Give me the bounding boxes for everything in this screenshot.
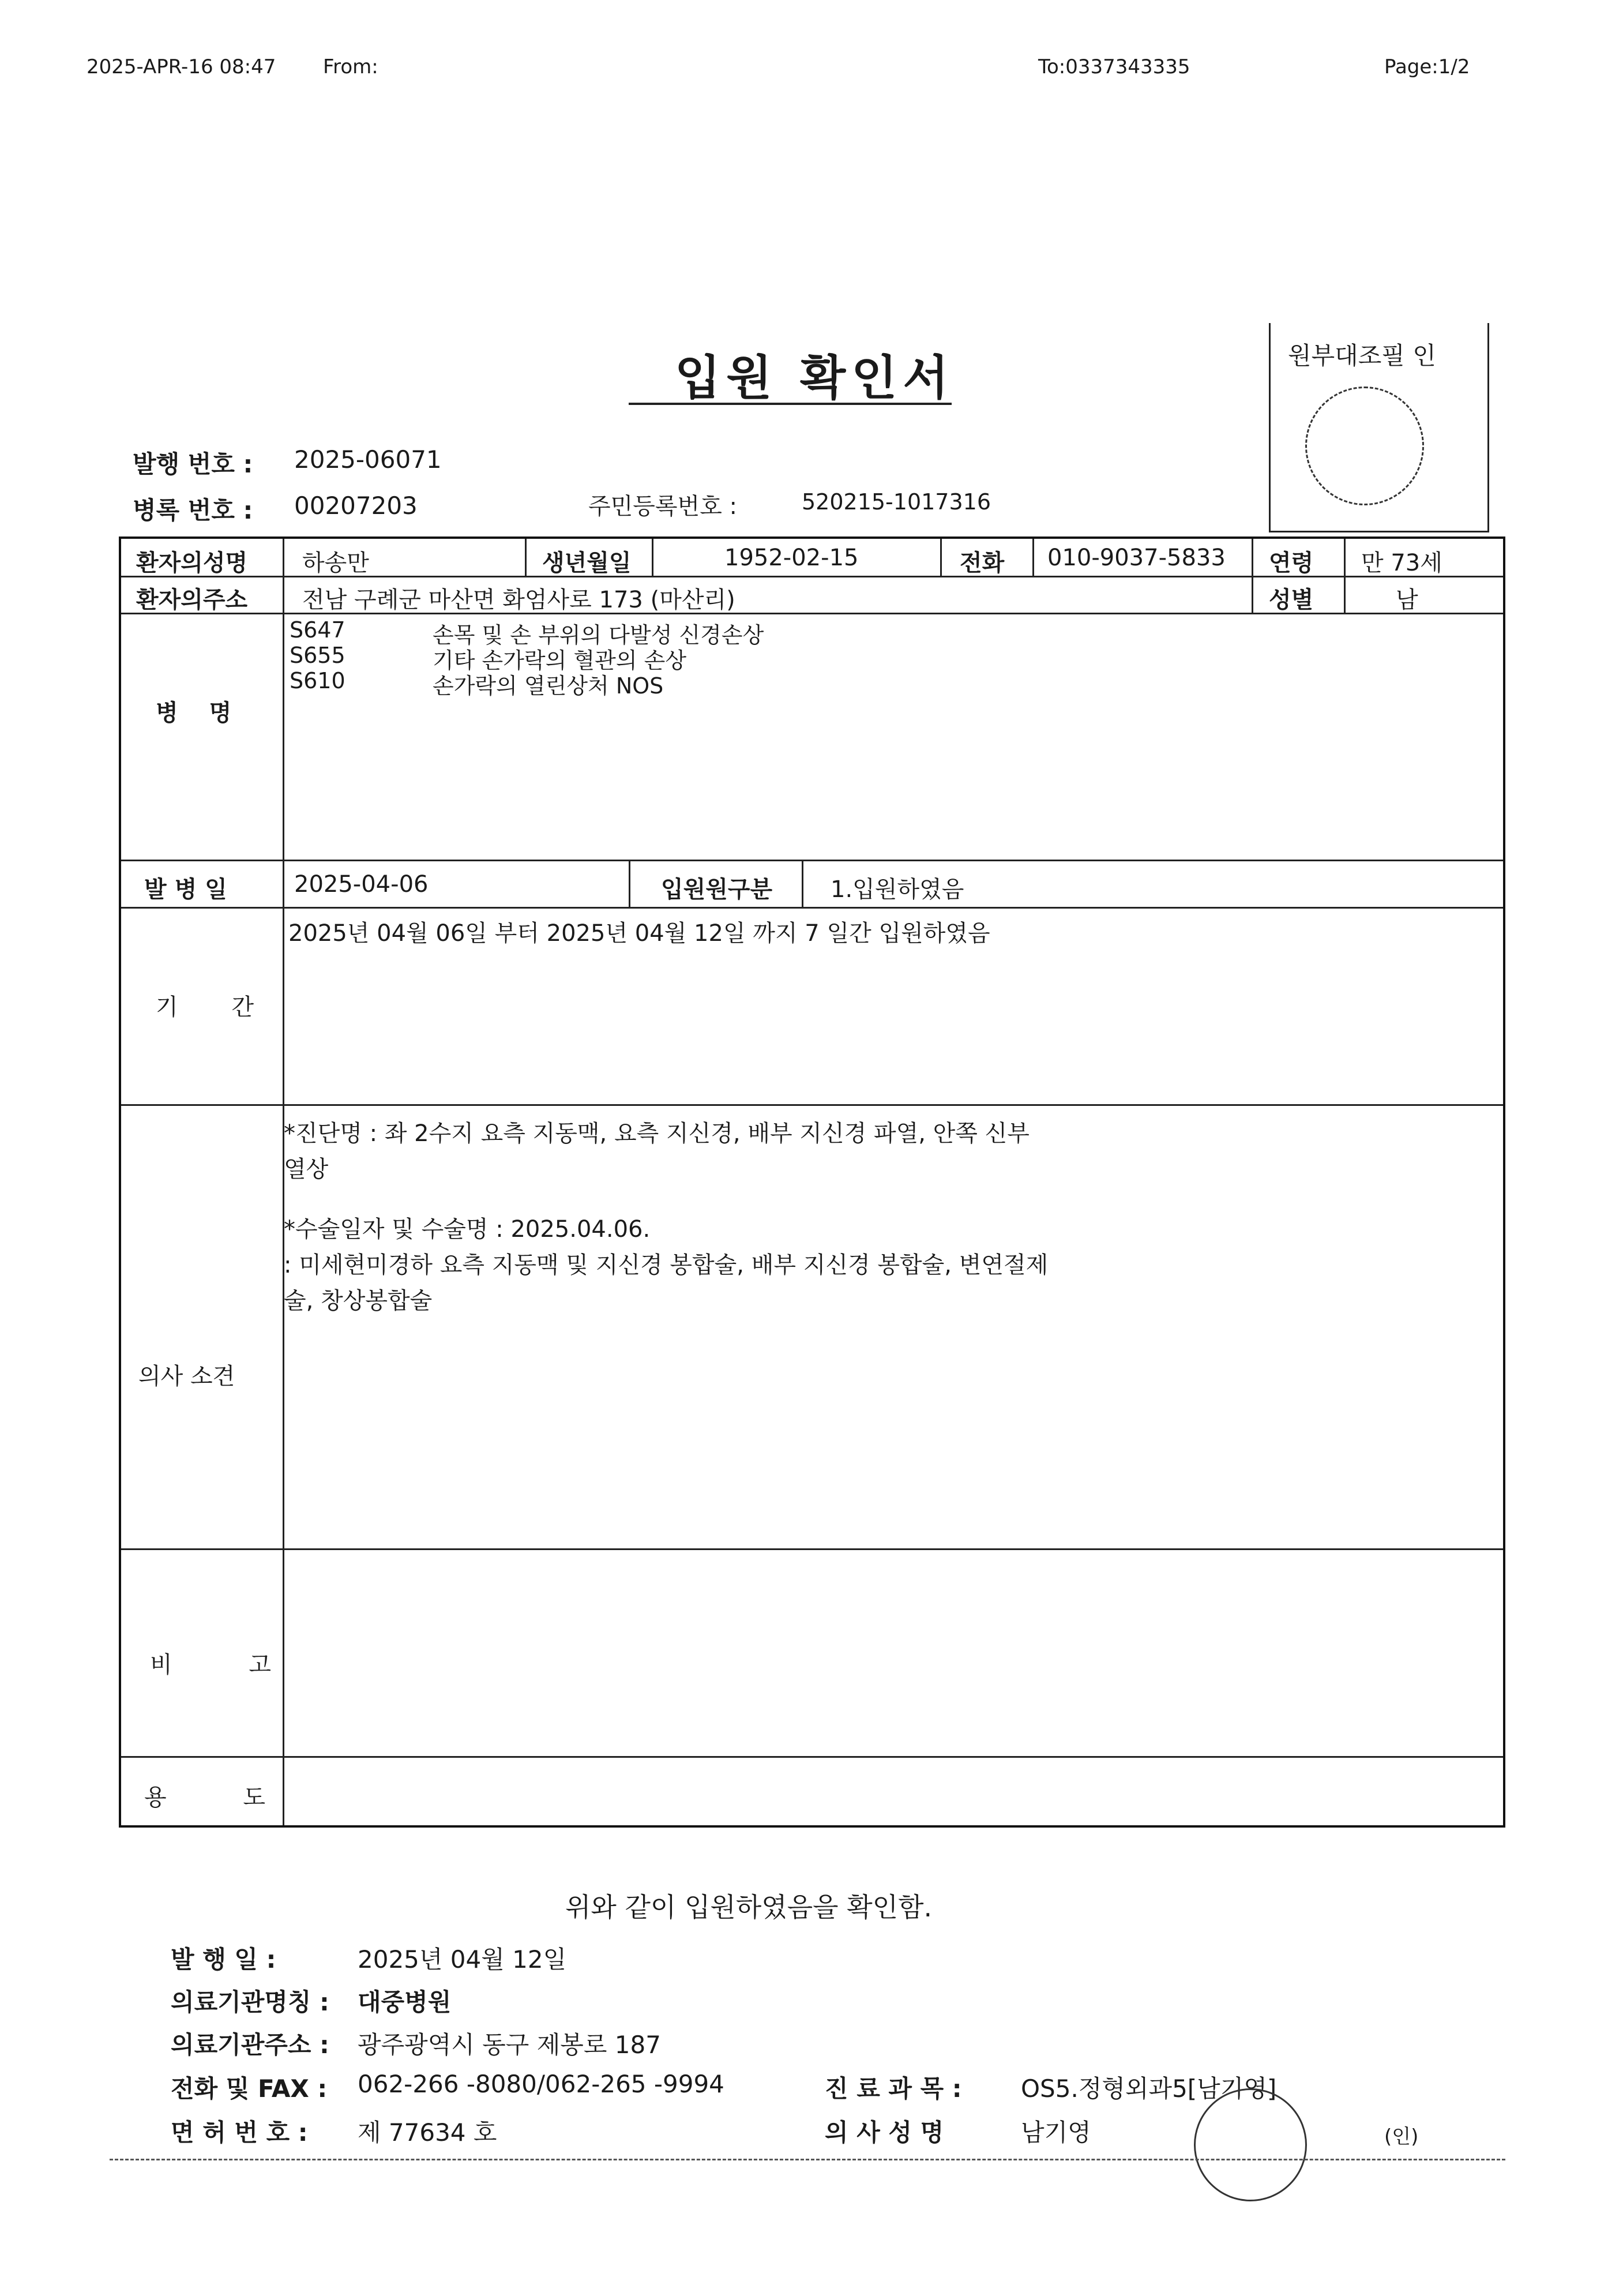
dob-label: 생년월일 — [542, 550, 632, 576]
period-text: 2025년 04월 06일 부터 2025년 04월 12일 까지 7 일간 입원하였음 — [288, 920, 990, 947]
sex-label: 성별 — [1269, 587, 1314, 613]
purpose-label: 용 도 — [144, 1784, 300, 1811]
department-label: 진 료 과 목 : — [825, 2074, 962, 2103]
issue-date-label: 발 행 일 : — [171, 1945, 276, 1974]
diagnosis-code: S610 — [290, 668, 345, 693]
diagnosis-code: S655 — [290, 643, 345, 668]
issue-number-label: 발행 번호 : — [133, 450, 253, 478]
institution-address: 광주광역시 동구 제봉로 187 — [358, 2031, 661, 2059]
tel-fax-label: 전화 및 FAX : — [171, 2074, 328, 2103]
department: OS5.정형외과5[남기영] — [1021, 2074, 1277, 2103]
diagnosis-label: 병 명 — [156, 700, 243, 726]
row1-divider — [525, 539, 527, 576]
rule — [121, 907, 1503, 909]
rule — [121, 1548, 1503, 1550]
rule — [121, 860, 1503, 861]
diagnosis-desc: 손목 및 손 부위의 다발성 신경손상 — [433, 622, 764, 648]
confirm-statement: 위와 같이 입원하였음을 확인함. — [565, 1892, 933, 1923]
admission-form — [119, 537, 1505, 1828]
resident-id: 520215-1017316 — [802, 489, 991, 515]
doctor-seal — [1194, 2088, 1307, 2201]
row1-divider — [652, 539, 653, 576]
admission-type-label: 입원원구분 — [661, 876, 773, 903]
footer-rule — [110, 2159, 1505, 2160]
row1-divider — [1032, 539, 1034, 576]
opinion-line: *진단명 : 좌 2수지 요측 지동맥, 요측 지신경, 배부 지신경 파열, 안쪽 신부 — [284, 1120, 1030, 1147]
diagnosis-desc: 기타 손가락의 혈관의 손상 — [433, 648, 687, 673]
record-number-label: 병록 번호 : — [133, 496, 253, 524]
remarks-label: 비 고 — [150, 1652, 306, 1678]
onset-label: 발 병 일 — [144, 876, 227, 903]
fax-datetime: 2025-APR-16 08:47 — [87, 55, 276, 78]
address: 전남 구례군 마산면 화엄사로 173 (마산리) — [302, 587, 735, 613]
record-number: 00207203 — [294, 492, 418, 520]
age-label: 연령 — [1269, 550, 1314, 576]
opinion-label: 의사 소견 — [138, 1363, 235, 1390]
seal-mark: (인) — [1384, 2125, 1419, 2148]
opinion-line: : 미세현미경하 요측 지동맥 및 지신경 봉합술, 배부 지신경 봉합술, 변연절제 — [284, 1252, 1049, 1278]
institution: 대중병원 — [358, 1988, 452, 2016]
page-title: 입원 확인서 — [675, 351, 955, 406]
patient-name-label: 환자의성명 — [136, 550, 248, 576]
title-underline — [629, 403, 952, 405]
institution-address-label: 의료기관주소 : — [171, 2031, 329, 2059]
age: 만 73세 — [1361, 550, 1442, 576]
approval-seal — [1305, 387, 1424, 505]
phone: 010-9037-5833 — [1047, 545, 1226, 571]
admission-type: 1.입원하였음 — [831, 876, 964, 903]
institution-label: 의료기관명칭 : — [171, 1988, 329, 2016]
period-label: 기 간 — [156, 994, 277, 1021]
sex: 남 — [1396, 587, 1418, 613]
row1-divider — [1344, 539, 1346, 613]
row1-divider — [1252, 539, 1253, 613]
resident-id-label: 주민등록번호 : — [588, 493, 738, 520]
doctor-name-label: 의 사 성 명 — [825, 2118, 944, 2147]
tel-fax: 062-266 -8080/062-265 -9994 — [358, 2070, 724, 2098]
fax-page: Page:1/2 — [1384, 55, 1470, 78]
license-number: 제 77634 호 — [358, 2118, 497, 2147]
fax-from-label: From: — [323, 55, 378, 78]
approval-stamp-box — [1269, 323, 1489, 532]
phone-label: 전화 — [960, 550, 1005, 576]
onset-divider — [629, 860, 630, 907]
diagnosis-code: S647 — [290, 617, 345, 643]
opinion-line: *수술일자 및 수술명 : 2025.04.06. — [284, 1216, 651, 1243]
license-label: 면 허 번 호 : — [171, 2118, 308, 2147]
issue-date: 2025년 04월 12일 — [358, 1945, 567, 1974]
row1-divider — [940, 539, 942, 576]
diagnosis-desc: 손가락의 열린상처 NOS — [433, 673, 664, 699]
rule — [121, 1756, 1503, 1758]
opinion-line: 열상 — [284, 1156, 329, 1183]
patient-name: 하송만 — [302, 550, 369, 576]
doctor-name: 남기영 — [1021, 2118, 1091, 2147]
approval-label: 원부대조필 인 — [1288, 342, 1436, 370]
fax-to: To:0337343335 — [1038, 55, 1190, 78]
onset-date: 2025-04-06 — [294, 871, 429, 898]
opinion-line: 술, 창상봉합술 — [284, 1288, 433, 1314]
issue-number: 2025-06071 — [294, 445, 442, 474]
rule — [121, 1104, 1503, 1106]
dob: 1952-02-15 — [724, 545, 859, 571]
onset-divider — [802, 860, 803, 907]
address-label: 환자의주소 — [136, 587, 248, 613]
